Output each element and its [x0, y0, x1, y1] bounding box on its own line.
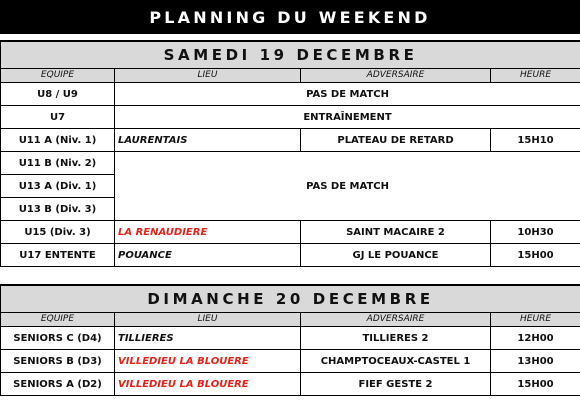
- column-header-row: [1, 69, 580, 83]
- saturday-schedule-table: [0, 40, 580, 267]
- opponent-cell: PLATEAU DE RETARD: [301, 129, 491, 152]
- team-category: SENIORS C (D4): [1, 327, 115, 350]
- table-row: [1, 373, 580, 396]
- table-row: [1, 221, 580, 244]
- opponent-cell: FIEF GESTE 2: [301, 373, 491, 396]
- saturday-heading: SAMEDI 19 DECEMBRE: [1, 41, 580, 69]
- table-row: [1, 327, 580, 350]
- opponent-cell: SAINT MACAIRE 2: [301, 221, 491, 244]
- team-category: U11 B (Niv. 2): [1, 152, 115, 175]
- time-cell: 10H30: [491, 221, 580, 244]
- col-equipe: EQUIPE: [1, 69, 115, 83]
- team-category: U7: [1, 106, 115, 129]
- table-row: [1, 129, 580, 152]
- status-cell: PAS DE MATCH: [115, 83, 580, 106]
- col-heure: HEURE: [491, 313, 580, 327]
- table-row: [1, 350, 580, 373]
- opponent-cell: CHAMPTOCEAUX-CASTEL 1: [301, 350, 491, 373]
- opponent-cell: TILLIERES 2: [301, 327, 491, 350]
- opponent-cell: GJ LE POUANCE: [301, 244, 491, 267]
- time-cell: 15H00: [491, 244, 580, 267]
- table-row: [1, 106, 580, 129]
- venue-cell: VILLEDIEU LA BLOUERE: [115, 350, 301, 373]
- time-cell: 15H10: [491, 129, 580, 152]
- page-title: PLANNING DU WEEKEND: [0, 0, 580, 34]
- venue-cell: POUANCE: [115, 244, 301, 267]
- col-adversaire: ADVERSAIRE: [301, 69, 491, 83]
- table-row: [1, 244, 580, 267]
- col-lieu: LIEU: [115, 313, 301, 327]
- status-cell: ENTRAÎNEMENT: [115, 106, 580, 129]
- column-header-row: [1, 313, 580, 327]
- venue-cell: LAURENTAIS: [115, 129, 301, 152]
- venue-cell: VILLEDIEU LA BLOUERE: [115, 373, 301, 396]
- col-equipe: EQUIPE: [1, 313, 115, 327]
- venue-cell: LA RENAUDIERE: [115, 221, 301, 244]
- time-cell: 12H00: [491, 327, 580, 350]
- time-cell: 15H00: [491, 373, 580, 396]
- sunday-schedule-table: [0, 284, 580, 396]
- sunday-heading: DIMANCHE 20 DECEMBRE: [1, 285, 580, 313]
- team-category: U13 A (Div. 1): [1, 175, 115, 198]
- team-category: U13 B (Div. 3): [1, 198, 115, 221]
- col-adversaire: ADVERSAIRE: [301, 313, 491, 327]
- team-category: U17 ENTENTE: [1, 244, 115, 267]
- col-heure: HEURE: [491, 69, 580, 83]
- team-category: U15 (Div. 3): [1, 221, 115, 244]
- team-category: SENIORS B (D3): [1, 350, 115, 373]
- team-category: SENIORS A (D2): [1, 373, 115, 396]
- team-category: U11 A (Niv. 1): [1, 129, 115, 152]
- team-category: U8 / U9: [1, 83, 115, 106]
- table-row: [1, 83, 580, 106]
- no-match-block: PAS DE MATCH: [115, 152, 580, 221]
- table-row: [1, 152, 580, 175]
- venue-cell: TILLIERES: [115, 327, 301, 350]
- col-lieu: LIEU: [115, 69, 301, 83]
- time-cell: 13H00: [491, 350, 580, 373]
